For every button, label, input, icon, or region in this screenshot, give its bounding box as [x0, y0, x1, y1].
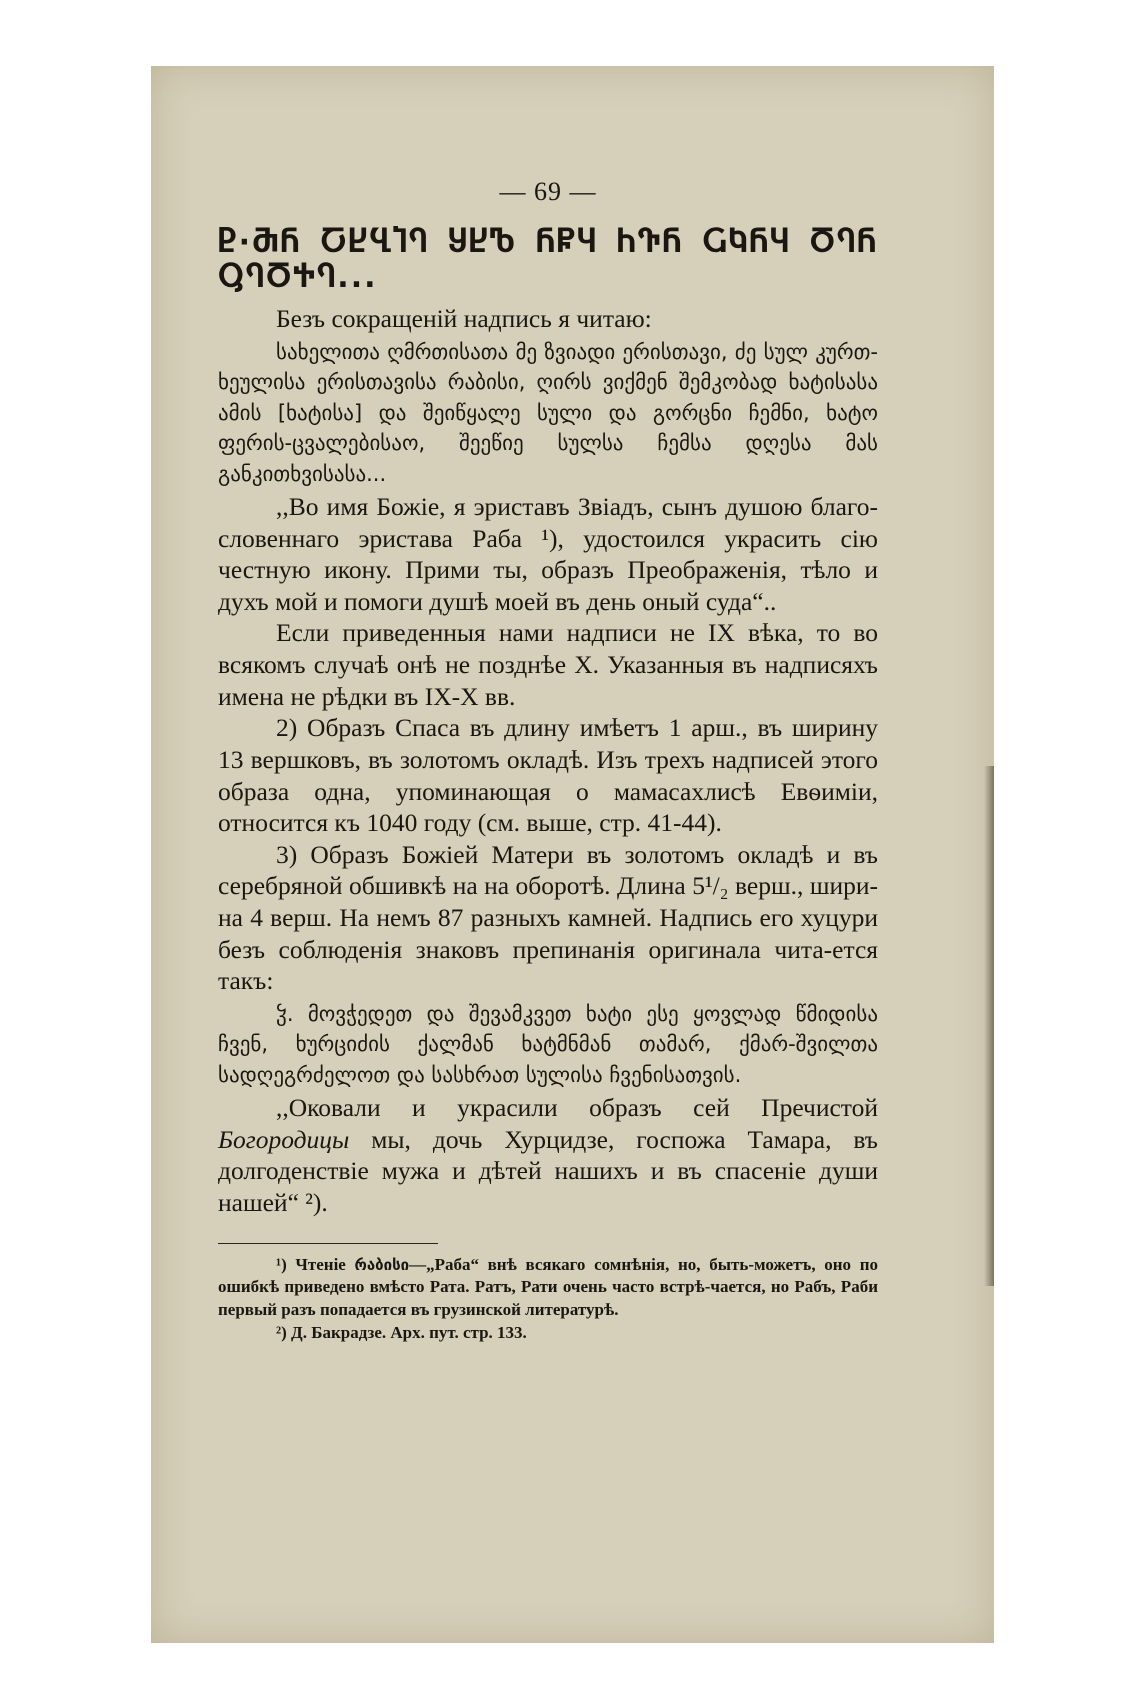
page-number: — 69 —	[499, 177, 597, 206]
footnote-1-georgian: რაბისი	[354, 1255, 410, 1274]
translation-2-end: мы, дочь Хурцидзе, госпожа Тамара, въ долгоденствіе мужа и дѣтей нашихъ и въ спасеніе души нашей“ ²).	[218, 1124, 878, 1217]
paragraph-item-2: 2) Образъ Спаса въ длину имѣетъ 1 арш., въ ширину 13 вершковъ, въ золотомъ окладѣ. Изъ трехъ надписей этого образа одна, упоминающая о мамасахлисѣ Евѳиміи, относится къ 1040 году (см. выше, стр. 41-44).	[218, 713, 878, 838]
intro-paragraph: Безъ сокращеній надпись я читаю:	[276, 304, 652, 334]
dating-paragraph: Если приведенныя нами надписи не IX вѣка, то во всякомъ случаѣ онѣ не позднѣе X. Указанныя въ надписяхъ имена не рѣдки въ IX-X вв.	[218, 618, 878, 711]
footnote-2: ²) Д. Бакрадзе. Арх. пут. стр. 133.	[276, 1323, 527, 1343]
page-body	[218, 176, 878, 1345]
translation-paragraph-2	[218, 1092, 878, 1218]
footnote-1-end: —„Раба“ внѣ всякаго сомнѣнія, но, быть-можетъ, оно по ошибкѣ приведено вмѣсто Рата. Ратъ, Рати очень часто встрѣ-чается, но Рабъ, Раби первый разъ попадается въ грузинской литературѣ.	[218, 1254, 878, 1320]
inscription-title-asomtavruli: Ⴒ·ႫႬ ႠႾႡႨႤ ႸႾႪ ႬႼႷ ႹႥႬ ႺႩႬႷ ႣႤႬ ႳႤႣႵႤ...	[218, 225, 878, 295]
scan-shadow-edge	[984, 766, 994, 1286]
translation-paragraph-1: ,,Во имя Божіе, я эриставъ Звіадъ, сынъ душою благо-словеннаго эристава Раба ¹), удостоился украсить сію честную икону. Прими ты, образъ Преображенія, тѣло и духъ мой и помоги душѣ моей въ день оный суда“..	[218, 492, 878, 616]
georgian-inscription-2: ჴ. მოვჭედეთ და შევამკვეთ ხატი ესე ყოვლად წმიდისა ჩვენ, ხურციძის ქალმან ხატმნმან თამარ, ქმარ-შვილთა სადღეგრძელოთ და სასხრათ სულისა ჩვენისათვის.	[218, 1001, 878, 1087]
footnote-divider	[218, 1243, 438, 1244]
footnote-1	[218, 1254, 878, 1323]
translation-2-text: ,,Оковали и украсили образъ сей Пречистой	[276, 1093, 878, 1123]
footnote-1-start: ¹) Чтеніе	[276, 1254, 355, 1274]
translation-2-italic: Богородицы	[218, 1124, 350, 1154]
georgian-inscription-1: სახელითა ღმრთისათა მე ზვიადი ერისთავი, ძე სულ კურთ-ხეულისა ერისთავისა რაბისი, ღირს ვიქმენ შემკობად ხატისასა ამის [ხატისა] და შეიწყალე სული და გორცნი ჩემნი, ხატო ფერის-ცვალებისაო, შეეწიე სულსა ჩემსა დღესა მას განკითხვისასა...	[218, 339, 878, 486]
scanned-page	[151, 66, 994, 1643]
paragraph-item-3: 3) Образъ Божіей Матери въ золотомъ окладѣ и въ серебряной обшивкѣ на на оборотѣ. Длина 5¹/₂ верш., шири-на 4 верш. На немъ 87 разныхъ камней. Надпись его хуцури безъ соблюденія знаковъ препинанія оригинала чита-ется такъ:	[218, 839, 878, 996]
